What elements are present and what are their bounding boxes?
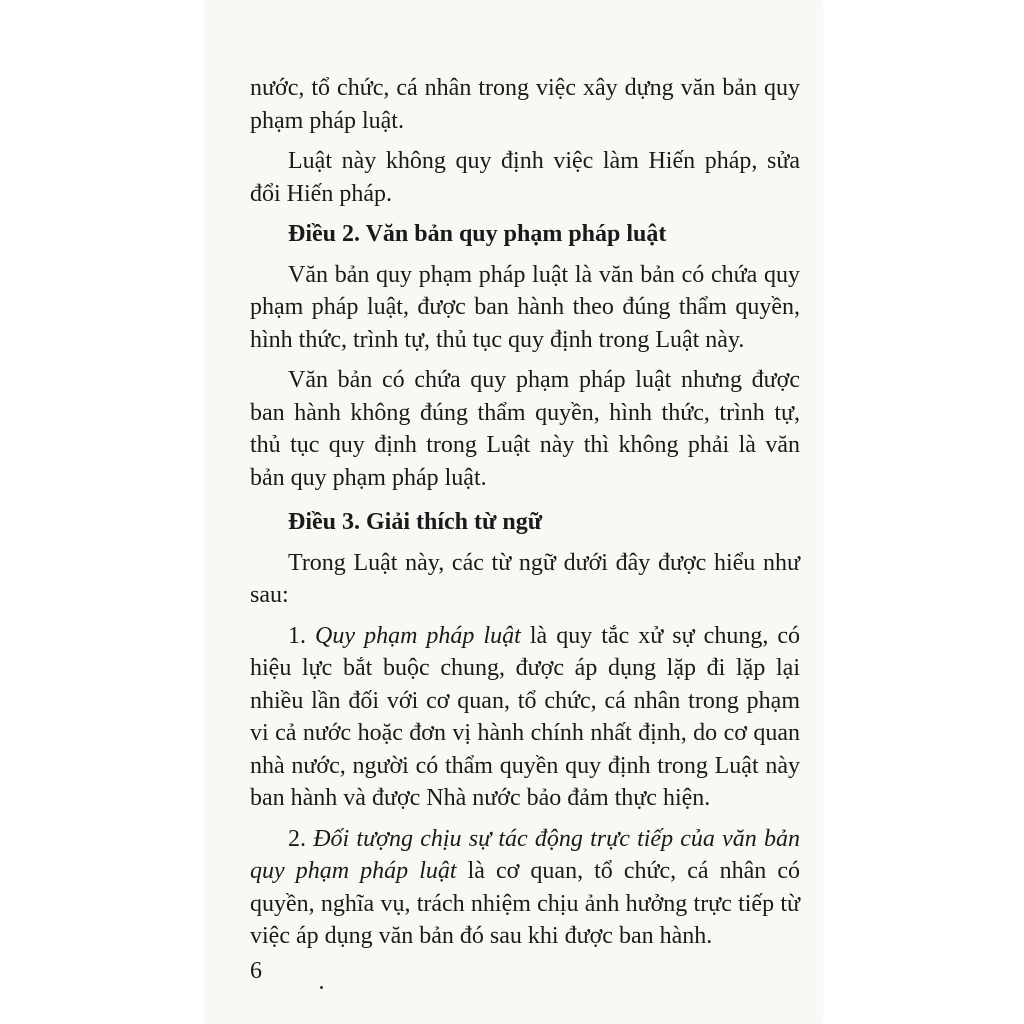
article-3-heading: Điều 3. Giải thích từ ngữ <box>288 509 543 535</box>
item-1-number: 1. <box>288 622 306 649</box>
page-body <box>250 72 800 961</box>
definition-item-2 <box>250 823 800 953</box>
paragraph-article-2-exception: Văn bản có chứa quy phạm pháp luật nhưng được ban hành không đúng thẩm quyền, hình thức, trình tự, thủ tục quy định trong Luật này thì không phải là văn bản quy phạm pháp luật. <box>250 367 800 491</box>
item-2-term: Đối tượng chịu sự tác động trực tiếp của văn bản quy phạm pháp luật <box>250 825 801 884</box>
item-2-text: là cơ quan, tổ chức, cá nhân có quyền, nghĩa vụ, trách nhiệm chịu ảnh hưởng trực tiếp từ việc áp dụng văn bản đó sau khi được ban hành. <box>250 858 801 949</box>
paragraph-article-2-definition: Văn bản quy phạm pháp luật là văn bản có chứa quy phạm pháp luật, được ban hành theo đúng thẩm quyền, hình thức, trình tự, thủ tục quy định trong Luật này. <box>250 261 800 353</box>
definition-item-1 <box>250 620 800 815</box>
item-1-term: Quy phạm pháp luật <box>315 622 521 649</box>
item-1-text: là quy tắc xử sự chung, có hiệu lực bắt buộc chung, được áp dụng lặp đi lặp lại nhiều lần đối với cơ quan, tổ chức, cá nhân trong phạm vi cả nước hoặc đơn vị hành chính nhất định, do cơ quan nhà nước, người có thẩm quyền quy định trong Luật này ban hành và được Nhà nước bảo đảm thực hiện. <box>250 622 801 811</box>
paragraph-scope-exclusion: Luật này không quy định việc làm Hiến pháp, sửa đổi Hiến pháp. <box>250 148 800 207</box>
paragraph-article-3-intro: Trong Luật này, các từ ngữ dưới đây được hiểu như sau: <box>250 549 800 608</box>
page-number: 6 <box>250 958 262 984</box>
paragraph-continuation: nước, tổ chức, cá nhân trong việc xây dựng văn bản quy phạm pháp luật. <box>250 75 800 134</box>
print-speck <box>320 986 323 989</box>
article-2-heading: Điều 2. Văn bản quy phạm pháp luật <box>288 221 667 247</box>
item-2-number: 2. <box>288 825 306 852</box>
